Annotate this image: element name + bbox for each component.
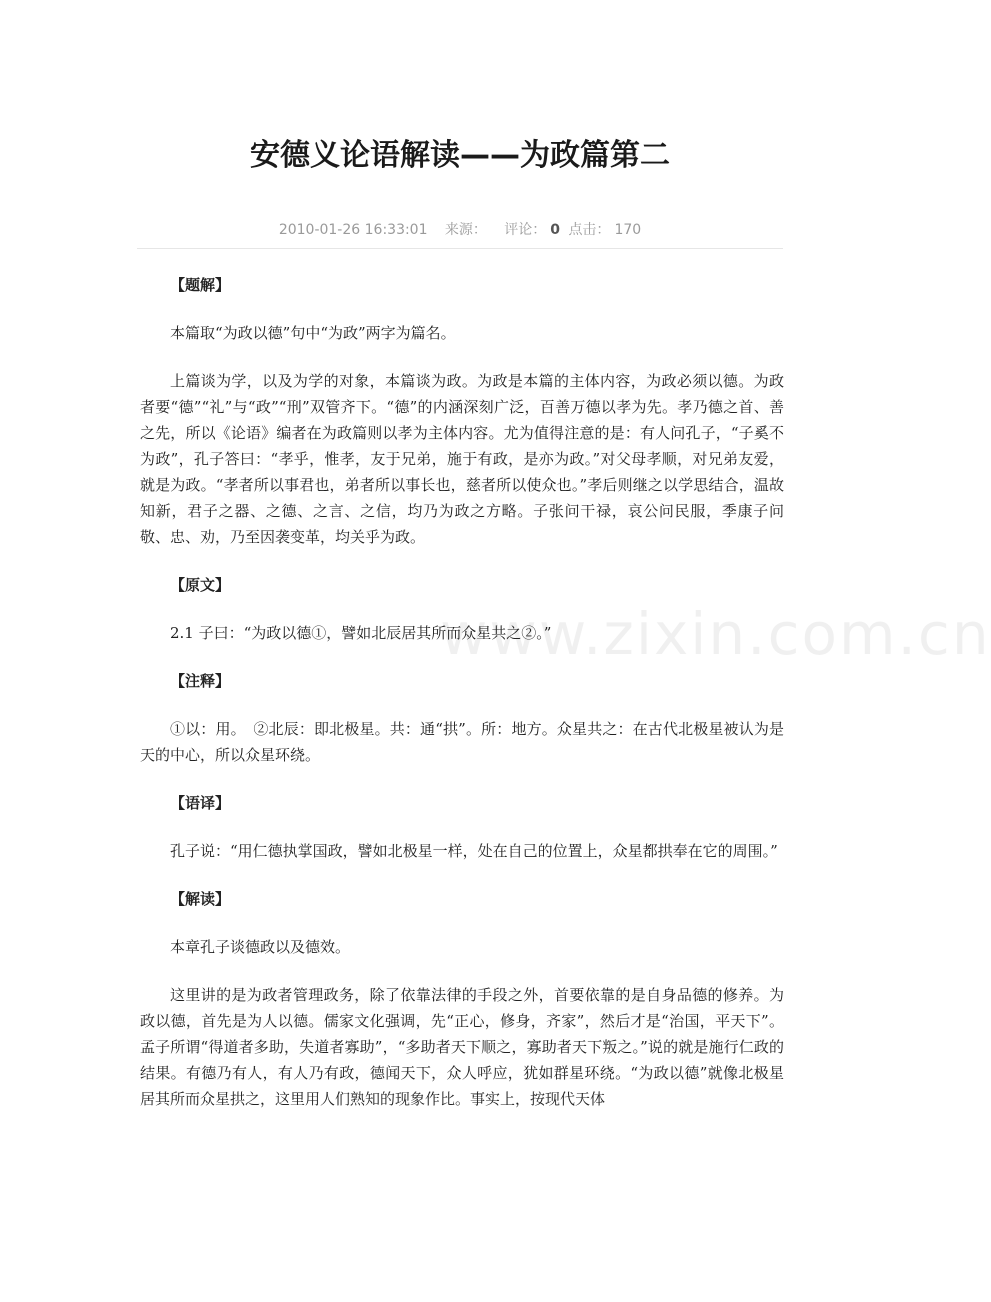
paragraph-tijie-1: 本篇取“为政以德”句中“为政”两字为篇名。 <box>170 324 456 342</box>
article-meta <box>0 219 920 239</box>
comment-count: 0 <box>550 222 560 238</box>
paragraph-yuyi-1: 孔子说：“用仁德执掌国政，譬如北极星一样，处在自己的位置上，众星都拱奉在它的周围。” <box>170 842 778 860</box>
paragraph-yuanwen-1: 2.1 子曰：“为政以德①，譬如北辰居其所而众星共之②。” <box>170 624 552 642</box>
comment-label: 评论： <box>504 222 547 238</box>
section-heading-tijie: 【题解】 <box>170 276 231 294</box>
paragraph-tijie-2: 上篇谈为学，以及为学的对象，本篇谈为政。为政是本篇的主体内容，为政必须以德。为政者要“德”“礼”与“政”“刑”双管齐下。“德”的内涵深刻广泛，百善万德以孝为先。孝乃德之首、善之先，所以《论语》编者在为政篇则以孝为主体内容。尤为值得注意的是：有人问孔子，“子奚不为政”，孔子答曰：“孝乎，惟孝，友于兄弟，施于有政，是亦为政。”对父母孝顺，对兄弟友爱，就是为政。“孝者所以事君也，弟者所以事长也，慈者所以使众也。”孝后则继之以学思结合，温故知新，君子之器、之德、之言、之信，均乃为政之方略。子张问干禄，哀公问民服，季康子问敬、忠、劝，乃至因袭变革，均关乎为政。 <box>140 372 784 546</box>
source-label: 来源： <box>444 222 487 238</box>
paragraph-zhushi-1: ①以：用。 ②北辰：即北极星。共：通“拱”。所：地方。众星共之：在古代北极星被认为是天的中心，所以众星环绕。 <box>140 720 784 764</box>
publish-datetime: 2010-01-26 16:33:01 <box>278 222 428 238</box>
section-heading-jiedu: 【解读】 <box>170 890 231 908</box>
article-title: 安德义论语解读——为政篇第二 <box>250 138 670 173</box>
paragraph-jiedu-2: 这里讲的是为政者管理政务，除了依靠法律的手段之外，首要依靠的是自身品德的修养。为政以德，首先是为人以德。儒家文化强调，先“正心，修身，齐家”，然后才是“治国，平天下”。孟子所谓“得道者多助，失道者寡助”，“多助者天下顺之，寡助者天下叛之。”说的就是施行仁政的结果。有德乃有人，有人乃有政，德闻天下，众人呼应，犹如群星环绕。“为政以德”就像北极星居其所而众星拱之，这里用人们熟知的现象作比。事实上，按现代天体 <box>140 986 784 1108</box>
section-heading-zhushi: 【注释】 <box>170 672 231 690</box>
watermark: www.zixin.com.cn <box>440 600 991 668</box>
hits-count: 170 <box>614 222 642 238</box>
section-heading-yuyi: 【语译】 <box>170 794 231 812</box>
article-body <box>140 272 784 1112</box>
header-divider <box>137 248 783 249</box>
paragraph-jiedu-1: 本章孔子谈德政以及德效。 <box>170 938 351 956</box>
section-heading-yuanwen: 【原文】 <box>170 576 231 594</box>
hits-label: 点击： <box>568 222 611 238</box>
